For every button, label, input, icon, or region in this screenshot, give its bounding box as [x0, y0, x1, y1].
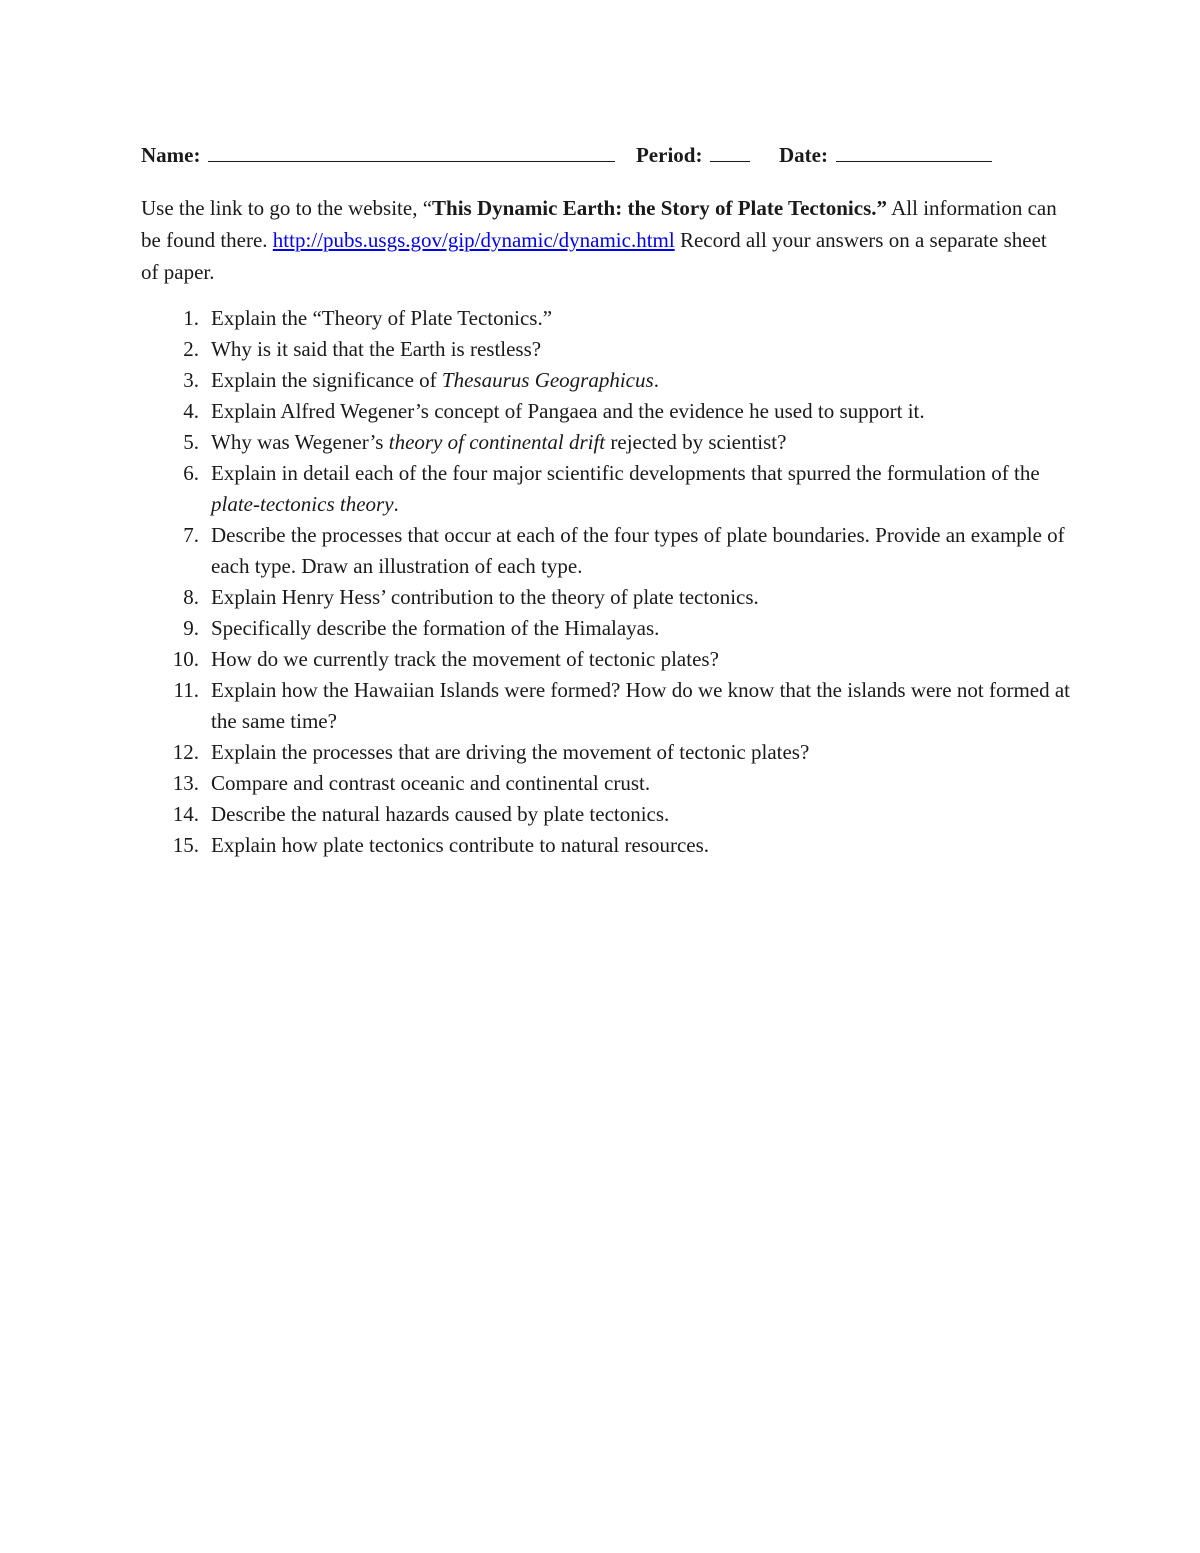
date-label: Date: — [778, 143, 828, 167]
student-info-header — [141, 140, 1041, 170]
question-text: . — [393, 492, 399, 516]
question-item — [141, 613, 1081, 644]
question-item — [141, 644, 1081, 675]
question-item — [141, 458, 1081, 520]
question-number: 5. — [183, 430, 199, 454]
question-item — [141, 520, 1081, 582]
intro-text-before: Use the link to go to the website, “ — [141, 196, 433, 220]
period-label: Period: — [635, 143, 703, 167]
question-text: Compare and contrast oceanic and continental crust. — [211, 771, 651, 795]
question-text: Why was Wegener’s — [211, 430, 389, 454]
question-item — [141, 675, 1081, 737]
question-number: 11. — [173, 678, 199, 702]
question-text: Describe the processes that occur at each of the four types of plate boundaries. Provide an example of each type. Draw an illustration of each type. — [211, 523, 1065, 578]
instructions-paragraph — [141, 192, 1061, 288]
website-title: This Dynamic Earth: the Story of Plate Tectonics.” — [432, 196, 888, 220]
question-item — [141, 334, 1081, 365]
question-number: 9. — [183, 616, 199, 640]
question-text: Explain the processes that are driving the movement of tectonic plates? — [211, 740, 810, 764]
question-item — [141, 396, 1081, 427]
question-text: Explain the significance of — [211, 368, 442, 392]
question-item — [141, 737, 1081, 768]
question-number: 8. — [183, 585, 199, 609]
question-number: 2. — [183, 337, 199, 361]
question-text: Explain Alfred Wegener’s concept of Pangaea and the evidence he used to support it. — [211, 399, 925, 423]
question-number: 1. — [183, 306, 199, 330]
question-number: 14. — [172, 802, 199, 826]
question-item — [141, 768, 1081, 799]
question-number: 13. — [172, 771, 199, 795]
question-number: 15. — [172, 833, 199, 857]
question-item — [141, 582, 1081, 613]
question-text: How do we currently track the movement of tectonic plates? — [211, 647, 719, 671]
question-number: 10. — [172, 647, 199, 671]
question-italic-text: plate-tectonics theory — [211, 492, 394, 516]
question-text: Explain how the Hawaiian Islands were formed? How do we know that the islands were not formed at the same time? — [211, 678, 1071, 733]
question-text: . — [653, 368, 659, 392]
question-item — [141, 365, 1081, 396]
question-text: Explain Henry Hess’ contribution to the theory of plate tectonics. — [211, 585, 759, 609]
name-label: Name: — [141, 143, 201, 167]
period-blank-line — [710, 141, 750, 162]
question-text: Why is it said that the Earth is restless? — [211, 337, 542, 361]
question-number: 3. — [183, 368, 199, 392]
question-item — [141, 427, 1081, 458]
question-item — [141, 799, 1081, 830]
website-link[interactable]: http://pubs.usgs.gov/gip/dynamic/dynamic.html — [272, 228, 675, 252]
name-blank-line — [208, 141, 615, 162]
intro-text-middle: All information can be found there. — [141, 196, 1057, 252]
date-blank-line — [836, 141, 992, 162]
question-item — [141, 830, 1081, 861]
question-list — [141, 303, 1081, 861]
question-number: 12. — [172, 740, 199, 764]
question-italic-text: Thesaurus Geographicus — [441, 368, 654, 392]
question-item — [141, 303, 1081, 334]
question-number: 7. — [183, 523, 199, 547]
question-italic-text: theory of continental drift — [388, 430, 606, 454]
question-text: Describe the natural hazards caused by plate tectonics. — [211, 802, 670, 826]
question-text: Explain the “Theory of Plate Tectonics.” — [211, 306, 553, 330]
question-number: 6. — [183, 461, 199, 485]
question-text: Explain in detail each of the four major scientific developments that spurred the formulation of the — [211, 461, 1040, 485]
question-text: Specifically describe the formation of the Himalayas. — [211, 616, 660, 640]
question-text: rejected by scientist? — [605, 430, 787, 454]
question-text: Explain how plate tectonics contribute to natural resources. — [211, 833, 710, 857]
intro-text-after: Record all your answers on a separate sheet of paper. — [141, 228, 1047, 284]
question-number: 4. — [183, 399, 199, 423]
